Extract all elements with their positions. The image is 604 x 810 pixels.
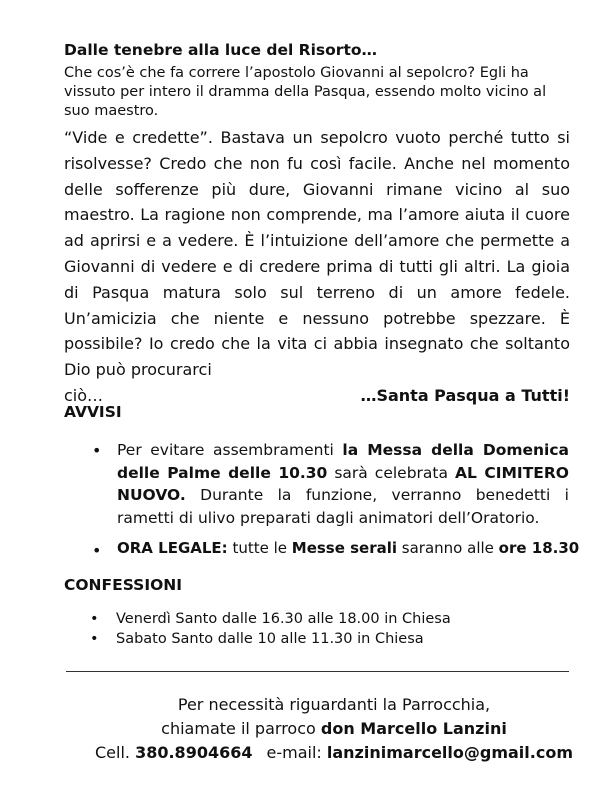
confession-time: Venerdì Santo dalle 16.30 alle 18.00 in Chiesa xyxy=(116,611,451,627)
closing-line xyxy=(64,383,570,409)
text-run: tutte le xyxy=(227,539,292,557)
list-item xyxy=(90,609,451,629)
avviso-palm-sunday xyxy=(117,439,569,529)
bold-run: ore 18.30 xyxy=(498,539,580,557)
intro-line: vissuto per intero il dramma della Pasqua, essendo molto vicino al xyxy=(64,84,547,100)
intro-paragraph xyxy=(64,64,572,121)
email-label: e-mail: xyxy=(266,743,322,762)
bullet: • xyxy=(90,611,99,627)
text-run: chiamate il parroco xyxy=(161,719,321,738)
body-end: ciò… xyxy=(64,385,104,405)
text-run: sarà celebrata xyxy=(327,463,456,482)
confessioni-heading: CONFESSIONI xyxy=(64,576,183,594)
footer-line-3 xyxy=(64,741,604,765)
bullet: • xyxy=(90,631,99,647)
easter-greeting: …Santa Pasqua a Tutti! xyxy=(360,385,570,405)
confession-time: Sabato Santo dalle 10 alle 11.30 in Chiesa xyxy=(116,631,424,647)
cell-label: Cell. xyxy=(94,743,130,762)
intro-line: Che cos’è che fa correre l’apostolo Giovanni al sepolcro? Egli ha xyxy=(64,65,529,81)
bold-run: ORA LEGALE: xyxy=(117,539,228,557)
avvisi-heading: AVVISI xyxy=(64,403,122,421)
priest-name: don Marcello Lanzini xyxy=(320,719,507,738)
article-title: Dalle tenebre alla luce del Risorto… xyxy=(64,41,378,59)
phone-number[interactable]: 380.8904664 xyxy=(135,743,253,762)
list-item xyxy=(90,629,451,649)
divider xyxy=(66,671,569,672)
footer-line-2 xyxy=(64,717,604,741)
confessioni-list xyxy=(90,609,451,649)
bold-run: Messe serali xyxy=(291,539,398,557)
intro-line: suo maestro. xyxy=(64,103,159,119)
bullet: • xyxy=(92,441,102,460)
email-link[interactable]: lanzinimarcello@gmail.com xyxy=(326,743,573,762)
bold-run: la Messa della Domenica delle Palme delle 10.30 xyxy=(117,441,569,482)
text-run: Durante la funzione, verranno benedetti i rametti di ulivo preparati dagli animatori dell’Oratorio. xyxy=(117,486,569,527)
contact-footer xyxy=(64,693,604,765)
bold-run: AL CIMITERO NUOVO. xyxy=(117,463,569,504)
text-run: Per evitare assembramenti xyxy=(117,441,343,459)
avviso-ora-legale xyxy=(117,539,579,557)
bullet: • xyxy=(92,541,102,560)
body-paragraph xyxy=(64,125,570,409)
body-text: “Vide e credette”. Bastava un sepolcro vuoto perché tutto si risolvesse? Credo che non fu così facile. Anche nel momento delle sofferenze più dure, Giovanni rimane vicino al suo maestro. La ragione non comprende, ma l’amore aiuta il cuore ad aprirsi e a vedere. È l’intuizione dell’amore che permette a Giovanni di vedere e di credere prima di tutti gli altri. La gioia di Pasqua matura solo sul terreno di un amore fedele. Un’amicizia che niente e nessuno potrebbe spezzare. È possibile? Io credo che la vita ci abbia insegnato che soltanto Dio può procurarci xyxy=(64,128,570,380)
footer-line-1: Per necessità riguardanti la Parrocchia, xyxy=(177,695,491,714)
text-run: saranno alle xyxy=(397,539,499,557)
